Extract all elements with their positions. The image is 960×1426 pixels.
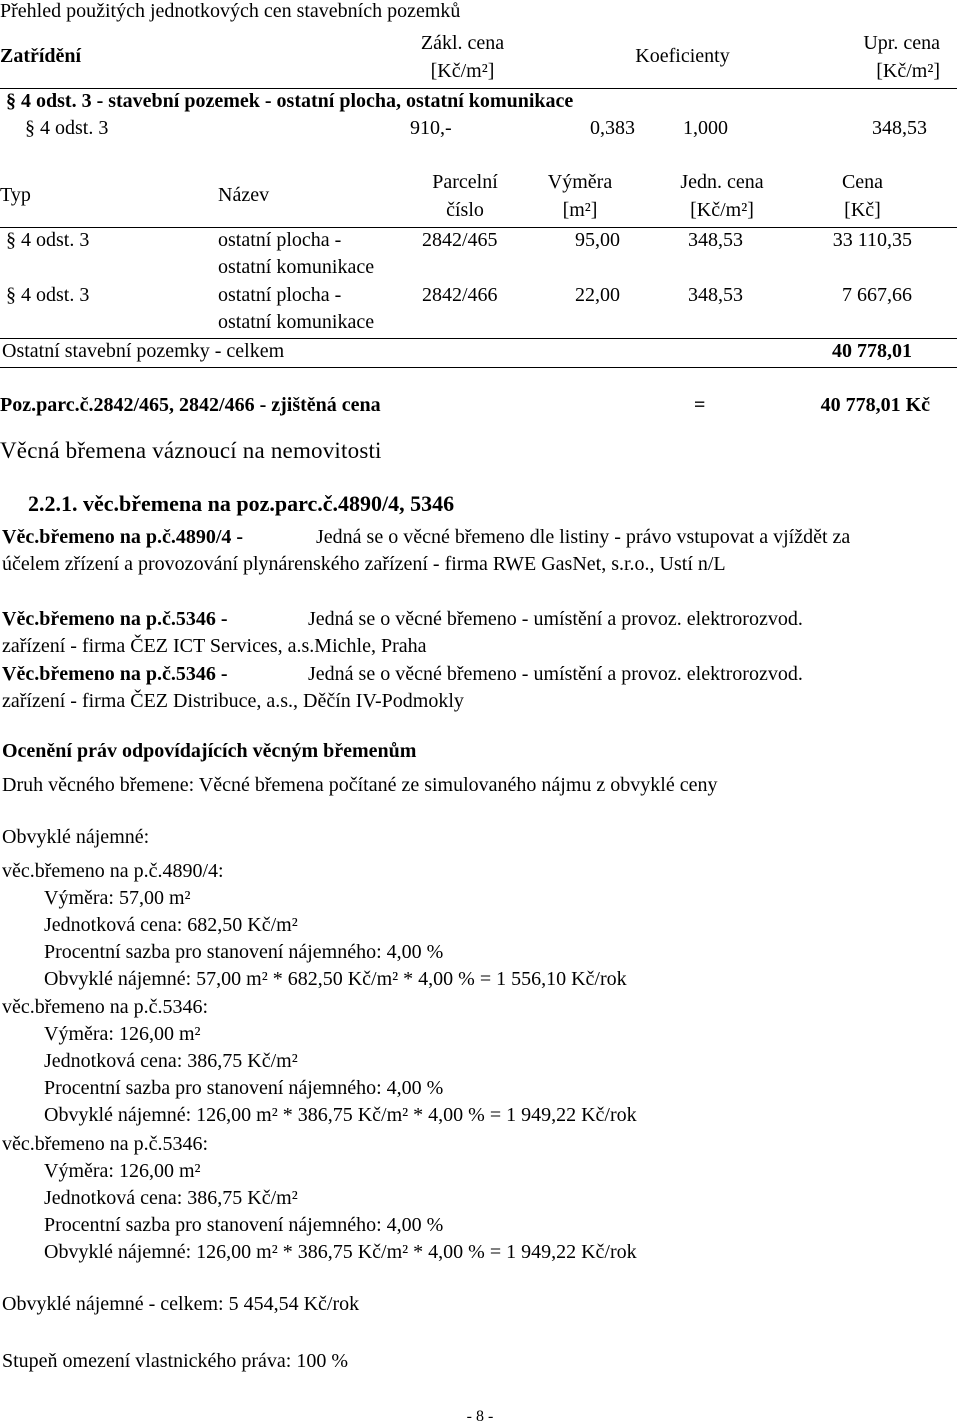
t2-total-rule-bottom: [0, 367, 957, 368]
section-sign-icon: §: [6, 229, 16, 251]
t1-header-upr-line1: Upr. cena: [863, 32, 940, 54]
valuation-total: Obvyklé nájemné - celkem: 5 454,54 Kč/rok: [2, 1293, 360, 1315]
t2-row-nazev-line2: ostatní komunikace: [218, 311, 375, 333]
valuation-block-vymera: Výměra: 126,00 m²: [44, 1160, 201, 1182]
burdens-subheading: 2.2.1. věc.břemena na poz.parc.č.4890/4, 5346: [28, 491, 455, 516]
t2-row-jedn: 348,53: [688, 284, 743, 306]
t2-row-cena: 7 667,66: [842, 284, 912, 306]
t1-group-row: [6, 90, 573, 113]
t1-row-zatrideni-label: 4 odst. 3: [40, 117, 109, 139]
summary-equals: =: [694, 394, 706, 416]
t1-header-zakl-line1: Zákl. cena: [420, 32, 505, 54]
burden-text-line2: zařízení - firma ČEZ ICT Services, a.s.Michle, Praha: [2, 635, 427, 657]
burden-text-line1: Jedná se o věcné břemeno - umístění a provoz. elektrorozvod.: [308, 608, 803, 630]
valuation-obvykle-label: Obvyklé nájemné:: [2, 826, 150, 848]
t2-header-vym-line2: [m²]: [562, 199, 598, 221]
t2-row-jedn: 348,53: [688, 229, 743, 251]
t2-header-cena-line1: Cena: [841, 171, 884, 193]
t2-header-jedn-line2: [Kč/m²]: [690, 199, 754, 221]
section-sign-icon: §: [6, 284, 16, 306]
burden-text-line1: Jedná se o věcné břemeno dle listiny - právo vstupovat a vjíždět za: [316, 526, 851, 548]
t2-row-parc: 2842/465: [422, 229, 498, 251]
section-sign-icon: §: [25, 117, 35, 139]
valuation-block-title: věc.břemeno na p.č.5346:: [2, 1133, 209, 1155]
t1-header-upr-line2: [Kč/m²]: [876, 60, 940, 82]
section-sign-icon: §: [6, 90, 16, 112]
valuation-block-title: věc.břemeno na p.č.5346:: [2, 996, 209, 1018]
burdens-heading: Věcná břemena váznoucí na nemovitosti: [0, 438, 382, 463]
t2-header-parc-line1: Parcelní: [432, 171, 498, 193]
t2-header-rule: [0, 227, 957, 228]
valuation-block-jedn: Jednotková cena: 386,75 Kč/m²: [44, 1050, 298, 1072]
t2-row-vymera: 95,00: [575, 229, 620, 251]
t2-header-typ: Typ: [0, 184, 31, 206]
t2-total-label: Ostatní stavební pozemky - celkem: [2, 340, 285, 362]
valuation-heading: Ocenění práv odpovídajících věcným břemenům: [2, 740, 417, 762]
valuation-block-najem: Obvyklé nájemné: 57,00 m² * 682,50 Kč/m² * 4,00 % = 1 556,10 Kč/rok: [44, 968, 627, 990]
t2-row-nazev-line1: ostatní plocha -: [218, 229, 342, 251]
t2-header-nazev: Název: [218, 184, 270, 206]
t2-row-vymera: 22,00: [575, 284, 620, 306]
document-title: Přehled použitých jednotkových cen stavebních pozemků: [0, 0, 461, 22]
t2-row-nazev-line2: ostatní komunikace: [218, 256, 375, 278]
t2-row-parc: 2842/466: [422, 284, 498, 306]
valuation-block-najem: Obvyklé nájemné: 126,00 m² * 386,75 Kč/m² * 4,00 % = 1 949,22 Kč/rok: [44, 1104, 637, 1126]
t2-header-jedn-line1: Jedn. cena: [680, 171, 764, 193]
t1-group-label: 4 odst. 3 - stavební pozemek - ostatní plocha, ostatní komunikace: [21, 90, 574, 112]
burden-label: Věc.břemeno na p.č.4890/4 -: [2, 526, 244, 548]
burden-text-line2: zařízení - firma ČEZ Distribuce, a.s., Děčín IV-Podmokly: [2, 690, 464, 712]
t2-row-nazev-line1: ostatní plocha -: [218, 284, 342, 306]
valuation-block-jedn: Jednotková cena: 386,75 Kč/m²: [44, 1187, 298, 1209]
valuation-block-sazba: Procentní sazba pro stanovení nájemného: 4,00 %: [44, 1077, 444, 1099]
t2-header-cena-line2: [Kč]: [844, 199, 881, 221]
t2-total-rule-top: [0, 338, 957, 339]
valuation-druh: Druh věcného břemene: Věcné břemena počítané ze simulovaného nájmu z obvyklé ceny: [2, 774, 718, 796]
t2-row-typ: [6, 284, 89, 307]
t2-header-parc-line2: číslo: [446, 199, 484, 221]
valuation-omezeni: Stupeň omezení vlastnického práva: 100 %: [2, 1350, 349, 1372]
t2-header-vym-line1: Výměra: [547, 171, 613, 193]
burden-label: Věc.břemeno na p.č.5346 -: [2, 663, 228, 685]
valuation-block-title: věc.břemeno na p.č.4890/4:: [2, 860, 224, 882]
burden-text-line1: Jedná se o věcné břemeno - umístění a provoz. elektrorozvod.: [308, 663, 803, 685]
t1-row-upr: 348,53: [872, 117, 927, 139]
t1-header-zakl-line2: [Kč/m²]: [430, 60, 495, 82]
t2-row-typ: [6, 229, 89, 252]
page-number: - 8 -: [466, 1408, 494, 1425]
valuation-block-jedn: Jednotková cena: 682,50 Kč/m²: [44, 914, 298, 936]
t2-row-cena: 33 110,35: [832, 229, 912, 251]
t2-row-typ-label: 4 odst. 3: [21, 284, 90, 306]
summary-value: 40 778,01 Kč: [820, 394, 930, 416]
valuation-block-najem: Obvyklé nájemné: 126,00 m² * 386,75 Kč/m² * 4,00 % = 1 949,22 Kč/rok: [44, 1241, 637, 1263]
valuation-block-sazba: Procentní sazba pro stanovení nájemného: 4,00 %: [44, 941, 444, 963]
burden-label: Věc.břemeno na p.č.5346 -: [2, 608, 228, 630]
summary-label: Poz.parc.č.2842/465, 2842/466 - zjištěná cena: [0, 394, 381, 416]
t1-header-zatrideni: Zatřídění: [0, 45, 82, 67]
t2-row-typ-label: 4 odst. 3: [21, 229, 90, 251]
valuation-block-vymera: Výměra: 126,00 m²: [44, 1023, 201, 1045]
t1-row-koef2: 1,000: [683, 117, 728, 139]
t1-header-koeficienty: Koeficienty: [635, 45, 730, 67]
t1-header-rule: [0, 88, 957, 89]
t1-row-zakl: 910,-: [410, 117, 452, 139]
valuation-block-vymera: Výměra: 57,00 m²: [44, 887, 191, 909]
t2-total-value: 40 778,01: [832, 340, 912, 362]
burden-text-line2: účelem zřízení a provozování plynárenského zařízení - firma RWE GasNet, s.r.o., Ustí n/L: [2, 553, 726, 575]
t1-row-koef1: 0,383: [590, 117, 635, 139]
valuation-block-sazba: Procentní sazba pro stanovení nájemného: 4,00 %: [44, 1214, 444, 1236]
t1-row-zatrideni: [25, 117, 108, 140]
